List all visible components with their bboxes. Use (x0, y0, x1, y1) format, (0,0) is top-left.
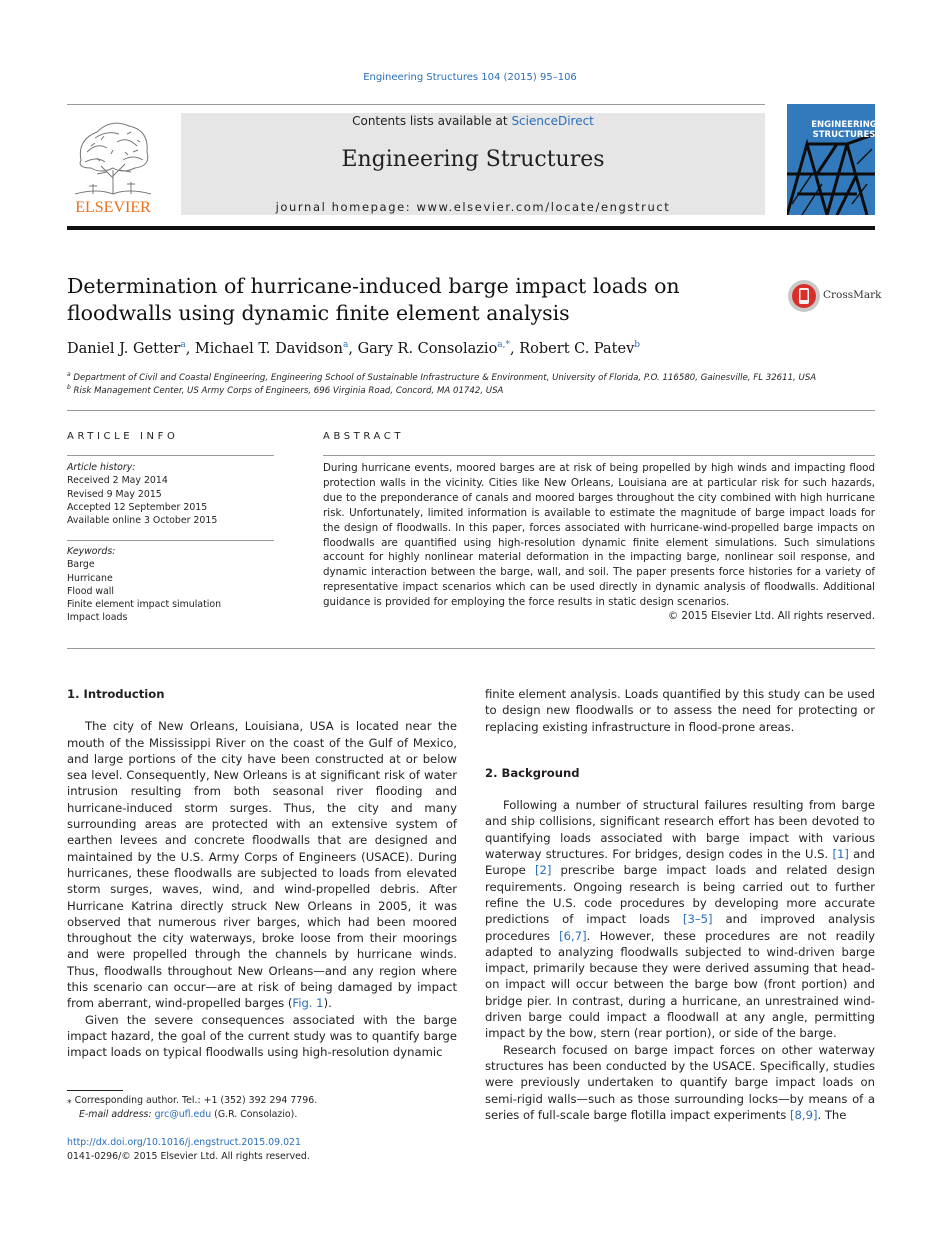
history-item: Available online 3 October 2015 (67, 515, 218, 527)
keywords (67, 545, 274, 625)
affiliation-mark: a (67, 371, 71, 378)
body-column-right (485, 686, 875, 1123)
keyword: Flood wall (67, 585, 115, 597)
homepage-link[interactable]: www.elsevier.com/locate/engstruct (416, 200, 671, 214)
author-name[interactable]: Michael T. Davidson (194, 340, 343, 357)
elsevier-wordmark: ELSEVIER (75, 199, 151, 216)
sciencedirect-link[interactable]: ScienceDirect (511, 114, 594, 128)
journal-name: Engineering Structures (341, 147, 605, 172)
crossmark-badge[interactable] (787, 279, 882, 313)
contents-prefix: Contents lists available at (352, 114, 512, 128)
author-affil-mark[interactable]: a,* (497, 340, 511, 350)
crossmark-label: CrossMark (823, 289, 882, 301)
divider (323, 455, 875, 456)
footnote (67, 1094, 467, 1121)
paragraph: Given the severe consequences associated with the barge impact hazard, the goal of the current study was to quantify barge impact loads on typical floodwalls using high-resolution dynamic (67, 1012, 457, 1060)
history-item: Accepted 12 September 2015 (67, 501, 208, 513)
cover-title-line2: STRUCTURES (812, 130, 875, 140)
masthead-thick-rule (67, 226, 875, 230)
paragraph: Research focused on barge impact forces on other waterway structures has been conducted by the USACE. Specifically, studies were previously undertaken to quantify barge impact loads on semi-rigid walls—such as those surrounding locks—by means of a series of full-scale barge flotilla impact experiments [8,9]. The (485, 1042, 875, 1122)
affiliation-text: Department of Civil and Coastal Engineering, Engineering School of Sustainable Infrastructure & Environment, University of Florida, P.O. 116580, Gainesville, FL 32611, USA (73, 372, 817, 383)
journal-cover[interactable] (787, 104, 875, 215)
page-footer (67, 1136, 467, 1163)
homepage-prefix: journal homepage: (275, 200, 417, 214)
section-heading-introduction: 1. Introduction (67, 687, 165, 701)
abstract-heading: ABSTRACT (323, 431, 405, 442)
body-column-left (67, 686, 457, 1061)
author-list: Daniel J. Getter$^a$, Michael T. Davidson$^a$, Gary R. Consolazio$^{a,*}$, Robert C. Patev$^b$ (67, 340, 641, 357)
figure-reference[interactable]: Fig. 1 (292, 996, 324, 1011)
author-name[interactable]: Daniel J. Getter (67, 340, 181, 357)
affiliation-text: Risk Management Center, US Army Corps of Engineers, 696 Virginia Road, Concord, MA 01742, USA (73, 385, 504, 396)
author-affil-mark[interactable]: b (634, 340, 641, 350)
article-info-heading: ARTICLE INFO (67, 431, 179, 442)
keyword: Hurricane (67, 572, 113, 584)
corresponding-author-note: ⁎ Corresponding author. Tel.: +1 (352) 392 294 7796. (67, 1095, 318, 1106)
history-item: Received 2 May 2014 (67, 475, 168, 487)
journal-reference[interactable]: Engineering Structures 104 (2015) 95–106 (363, 72, 577, 83)
article-history (67, 461, 274, 527)
doi-link[interactable]: http://dx.doi.org/10.1016/j.engstruct.2015.09.021 (67, 1137, 301, 1148)
email-link[interactable]: grc@ufl.edu (154, 1108, 212, 1120)
history-label: Article history: (67, 462, 136, 473)
email-suffix: (G.R. Consolazio). (211, 1108, 298, 1120)
elsevier-logo[interactable] (67, 112, 159, 216)
citation-link[interactable]: [8,9] (790, 1107, 818, 1122)
section-heading-background: 2. Background (485, 765, 580, 780)
citation-link[interactable]: [1] (832, 847, 849, 862)
contents-line (181, 114, 765, 128)
citation-link[interactable]: [2] (534, 863, 552, 878)
abstract-copyright: © 2015 Elsevier Ltd. All rights reserved. (667, 610, 875, 622)
header-rule (67, 104, 765, 105)
affiliation (67, 371, 816, 383)
keyword: Barge (67, 559, 95, 571)
cover-image (787, 104, 875, 215)
citation-link[interactable]: [3–5] (682, 912, 713, 927)
keywords-label: Keywords: (67, 546, 116, 557)
issn-copyright: 0141-0296/© 2015 Elsevier Ltd. All rights reserved. (67, 1150, 310, 1162)
affiliation-mark: b (67, 384, 71, 391)
keyword: Finite element impact simulation (67, 599, 222, 611)
paragraph: The city of New Orleans, Louisiana, USA is located near the mouth of the Mississippi River on the coast of the Gulf of Mexico, and large portions of the city have been constructed at or below sea level. Consequently, New Orleans is at significant risk of water intrusion resulting from both seasonal river flooding and hurricane-induced storm surges. Thus, the city and many surrounding areas are protected with an extensive system of earthen levees and concrete floodwalls that are designed and maintained by the U.S. Army Corps of Engineers (USACE). During hurricanes, these floodwalls are subjected to loads from elevated storm surges, waves, wind, and wind-propelled debris. After Hurricane Katrina directly struck New Orleans in 2005, it was observed that numerous river barges, which had been moored throughout the city waterways, broke loose from their moorings and were propelled through the channels by hurricane winds. Thus, floodwalls throughout New Orleans—and any region where this scenario can occur—are at risk of being damaged by impact from aberrant, wind-propelled barges (Fig. 1). (67, 719, 457, 1011)
citation-link[interactable]: [6,7] (559, 928, 587, 943)
paragraph: Following a number of structural failures resulting from barge and ship collisions, significant research effort has been devoted to quantifying loads associated with barge impact with various waterway structures. For bridges, design codes in the U.S. [1] and Europe [2] prescribe barge impact loads and related design requirements. Ongoing research is being carried out to further refine the U.S. code procedures by developing more accurate predictions of impact loads [3–5] and improved analysis procedures [6,7]. However, these procedures are not readily adapted to analyzing floodwalls subjected to wind-driven barge impact, primarily because they were derived assuming that head-on impact will occur between the barge bow (front portion) and bridge pier. In contrast, during a hurricane, an unrestrained wind-driven barge could impact a floodwall at any angle, permitting impact by the bow, stern (rear portion), or side of the barge. (485, 798, 875, 1041)
author-affil-mark[interactable]: a (342, 340, 349, 350)
article-title: Determination of hurricane-induced barge impact loads on floodwalls using dynamic finite element analysis (67, 274, 680, 325)
elsevier-tree-icon (67, 112, 159, 216)
author-name[interactable]: Gary R. Consolazio (357, 340, 498, 357)
journal-homepage (181, 200, 765, 214)
divider (67, 540, 274, 541)
divider (67, 455, 274, 456)
divider (67, 410, 875, 411)
footnote-rule (67, 1090, 123, 1091)
author-name[interactable]: Robert C. Patev (519, 340, 635, 357)
affiliation (67, 384, 503, 396)
crossmark-icon (787, 279, 821, 313)
divider (67, 648, 875, 649)
cover-title-line1: ENGINEERING (811, 120, 875, 130)
email-label: E-mail address: (79, 1108, 155, 1120)
abstract-text: During hurricane events, moored barges are at risk of being propelled by high winds and impacting flood protection walls in the vicinity. Cities like New Orleans, Louisiana are at particular risk for such hazards, due to the preponderance of canals and moored barges throughout the city combined with high hurricane risk. Unfortunately, limited information is available to estimate the magnitude of barge impact loads for the design of floodwalls. In this paper, forces associated with hurricane-wind-propelled barge impacts on floodwalls are quantified using high-resolution dynamic finite element simulations. Such simulations account for highly nonlinear material deformation in the impacting barge, nonlinear soil response, and dynamic interaction between the barge, wall, and soil. The paper presents force histories for a variety of representative impact scenarios which can be used directly in dynamic analysis of floodwalls. Additional guidance is provided for employing the force results in static design scenarios. (323, 462, 875, 609)
keyword: Impact loads (67, 612, 128, 624)
paragraph: finite element analysis. Loads quantified by this study can be used to design new floodwalls or to assess the need for protecting or replacing existing infrastructure in flood-prone areas. (485, 687, 875, 734)
history-item: Revised 9 May 2015 (67, 488, 162, 500)
author-affil-mark[interactable]: a (180, 340, 186, 350)
